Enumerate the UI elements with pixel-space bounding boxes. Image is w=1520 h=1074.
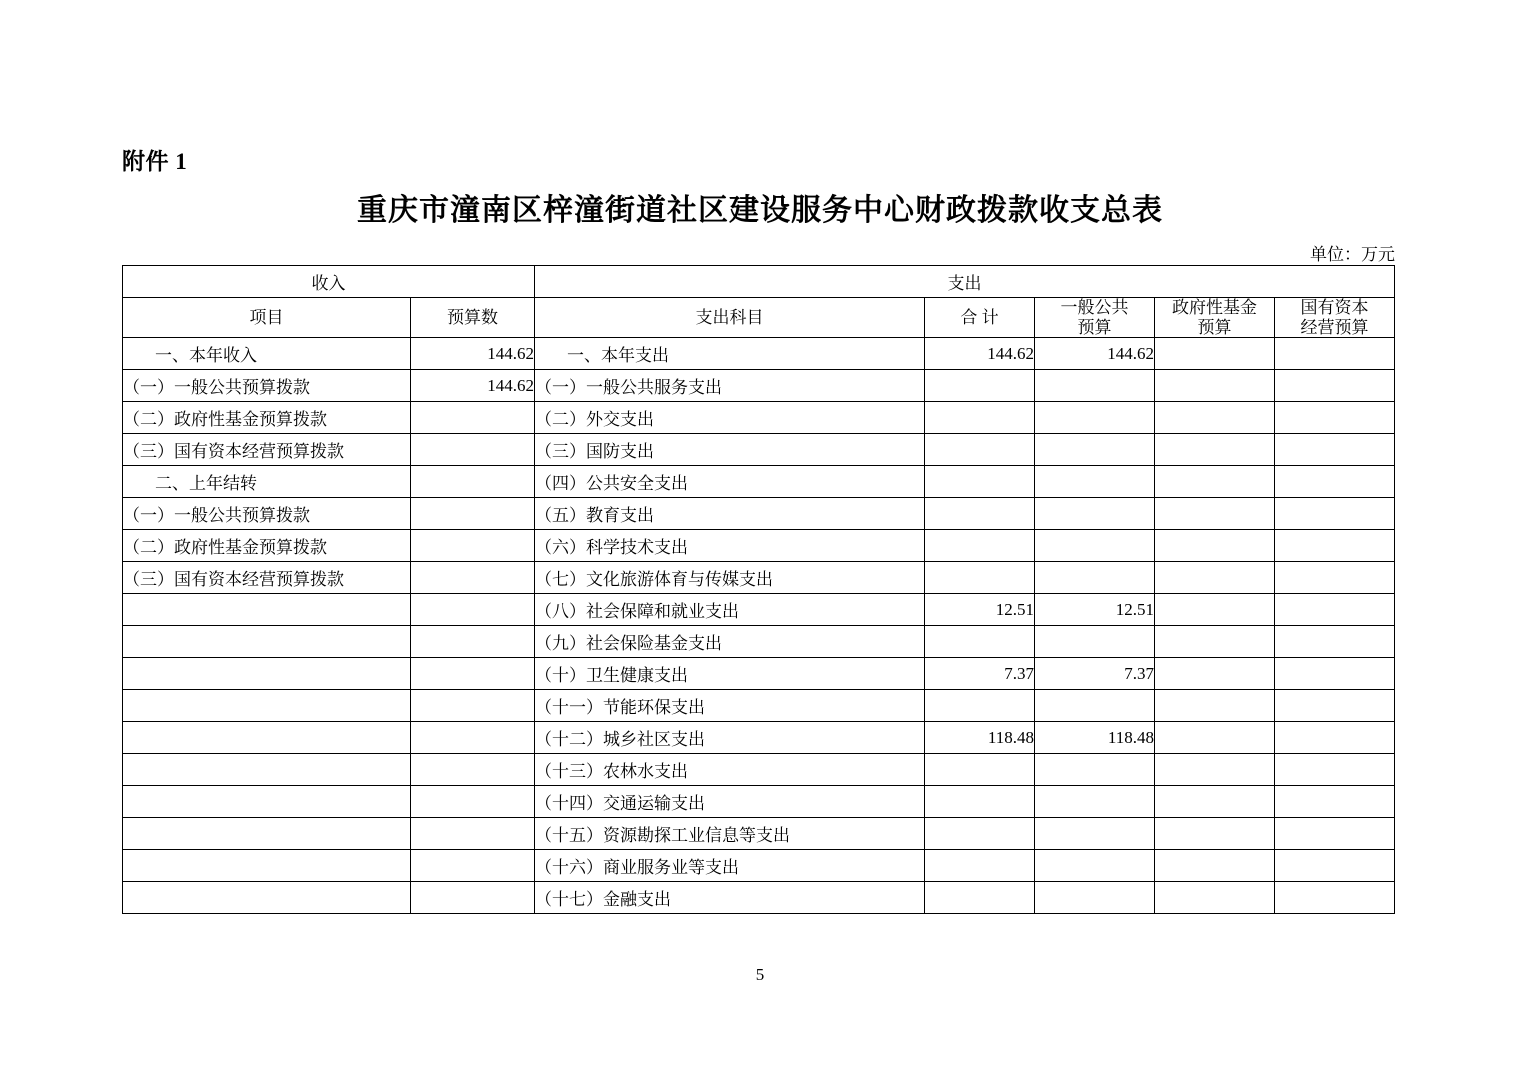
cell-general-public-budget xyxy=(1035,498,1155,530)
cell-general-public-budget xyxy=(1035,434,1155,466)
cell-general-public-budget: 12.51 xyxy=(1035,594,1155,626)
cell-total: 144.62 xyxy=(925,338,1035,370)
cell-state-capital-budget xyxy=(1275,754,1395,786)
cell-general-public-budget xyxy=(1035,882,1155,914)
table-row xyxy=(123,690,1395,722)
cell-government-fund-budget xyxy=(1155,530,1275,562)
column-header-state-capital-budget-line2: 经营预算 xyxy=(1300,317,1369,337)
cell-income-item: （三）国有资本经营预算拨款 xyxy=(123,434,411,466)
group-header-income: 收入 xyxy=(123,266,535,298)
cell-state-capital-budget xyxy=(1275,722,1395,754)
table-row xyxy=(123,626,1395,658)
cell-income-value xyxy=(411,690,535,722)
cell-income-value xyxy=(411,850,535,882)
cell-state-capital-budget xyxy=(1275,530,1395,562)
cell-total xyxy=(925,498,1035,530)
table-column-header-row xyxy=(123,298,1395,338)
cell-expense-subject: （十五）资源勘探工业信息等支出 xyxy=(535,818,925,850)
cell-expense-subject: （三）国防支出 xyxy=(535,434,925,466)
cell-total xyxy=(925,786,1035,818)
cell-income-value xyxy=(411,818,535,850)
cell-total: 7.37 xyxy=(925,658,1035,690)
group-header-expenditure: 支出 xyxy=(535,266,1395,298)
cell-state-capital-budget xyxy=(1275,658,1395,690)
cell-income-value: 144.62 xyxy=(411,370,535,402)
cell-expense-subject: （十三）农林水支出 xyxy=(535,754,925,786)
cell-government-fund-budget xyxy=(1155,370,1275,402)
cell-income-value xyxy=(411,754,535,786)
cell-total xyxy=(925,690,1035,722)
cell-total xyxy=(925,402,1035,434)
cell-government-fund-budget xyxy=(1155,818,1275,850)
cell-general-public-budget: 144.62 xyxy=(1035,338,1155,370)
attachment-label: 附件 1 xyxy=(122,149,188,174)
cell-income-item: （二）政府性基金预算拨款 xyxy=(123,402,411,434)
cell-income-value: 144.62 xyxy=(411,338,535,370)
cell-expense-subject: （五）教育支出 xyxy=(535,498,925,530)
cell-general-public-budget xyxy=(1035,626,1155,658)
cell-general-public-budget: 7.37 xyxy=(1035,658,1155,690)
column-header-state-capital-budget xyxy=(1275,298,1395,338)
cell-expense-subject: （十一）节能环保支出 xyxy=(535,690,925,722)
cell-general-public-budget xyxy=(1035,690,1155,722)
table-row xyxy=(123,786,1395,818)
cell-state-capital-budget xyxy=(1275,850,1395,882)
cell-government-fund-budget xyxy=(1155,594,1275,626)
cell-state-capital-budget xyxy=(1275,690,1395,722)
cell-government-fund-budget xyxy=(1155,562,1275,594)
cell-income-item xyxy=(123,754,411,786)
cell-expense-subject: （十七）金融支出 xyxy=(535,882,925,914)
table-row xyxy=(123,882,1395,914)
cell-income-value xyxy=(411,786,535,818)
cell-income-value xyxy=(411,658,535,690)
cell-state-capital-budget xyxy=(1275,434,1395,466)
cell-expense-subject: （十二）城乡社区支出 xyxy=(535,722,925,754)
cell-total xyxy=(925,530,1035,562)
cell-state-capital-budget xyxy=(1275,402,1395,434)
cell-general-public-budget xyxy=(1035,370,1155,402)
table-header xyxy=(123,266,1395,338)
cell-state-capital-budget xyxy=(1275,882,1395,914)
cell-government-fund-budget xyxy=(1155,658,1275,690)
cell-total xyxy=(925,626,1035,658)
cell-state-capital-budget xyxy=(1275,370,1395,402)
table-row xyxy=(123,594,1395,626)
table-row xyxy=(123,402,1395,434)
cell-income-item xyxy=(123,786,411,818)
cell-general-public-budget xyxy=(1035,402,1155,434)
cell-state-capital-budget xyxy=(1275,498,1395,530)
cell-income-value xyxy=(411,562,535,594)
cell-government-fund-budget xyxy=(1155,786,1275,818)
cell-general-public-budget xyxy=(1035,562,1155,594)
column-header-budget-amount: 预算数 xyxy=(411,298,535,338)
cell-government-fund-budget xyxy=(1155,722,1275,754)
cell-income-item: （二）政府性基金预算拨款 xyxy=(123,530,411,562)
cell-income-item xyxy=(123,626,411,658)
cell-income-value xyxy=(411,402,535,434)
cell-government-fund-budget xyxy=(1155,466,1275,498)
cell-government-fund-budget xyxy=(1155,402,1275,434)
cell-government-fund-budget xyxy=(1155,498,1275,530)
cell-government-fund-budget xyxy=(1155,434,1275,466)
cell-income-item xyxy=(123,658,411,690)
cell-income-item: 一、本年收入 xyxy=(123,338,411,370)
cell-general-public-budget xyxy=(1035,466,1155,498)
cell-income-item xyxy=(123,594,411,626)
cell-income-item: （三）国有资本经营预算拨款 xyxy=(123,562,411,594)
cell-income-value xyxy=(411,722,535,754)
cell-expense-subject: （七）文化旅游体育与传媒支出 xyxy=(535,562,925,594)
cell-general-public-budget: 118.48 xyxy=(1035,722,1155,754)
cell-government-fund-budget xyxy=(1155,338,1275,370)
cell-expense-subject: （九）社会保险基金支出 xyxy=(535,626,925,658)
cell-government-fund-budget xyxy=(1155,882,1275,914)
table-row xyxy=(123,722,1395,754)
table-group-header-row xyxy=(123,266,1395,298)
budget-table xyxy=(122,265,1395,914)
cell-government-fund-budget xyxy=(1155,690,1275,722)
column-header-government-fund-budget-line2: 预算 xyxy=(1197,317,1232,337)
column-header-state-capital-budget-line1: 国有资本 xyxy=(1300,298,1369,317)
table-body xyxy=(123,338,1395,914)
cell-total xyxy=(925,754,1035,786)
cell-government-fund-budget xyxy=(1155,754,1275,786)
cell-expense-subject: （六）科学技术支出 xyxy=(535,530,925,562)
unit-label: 单位：万元 xyxy=(1310,245,1395,264)
cell-income-item xyxy=(123,818,411,850)
table-row xyxy=(123,530,1395,562)
table-row xyxy=(123,498,1395,530)
table-row xyxy=(123,818,1395,850)
table-row xyxy=(123,370,1395,402)
cell-total xyxy=(925,370,1035,402)
cell-income-value xyxy=(411,882,535,914)
cell-total xyxy=(925,562,1035,594)
table-row xyxy=(123,466,1395,498)
cell-total xyxy=(925,850,1035,882)
cell-income-item: （一）一般公共预算拨款 xyxy=(123,370,411,402)
cell-total xyxy=(925,882,1035,914)
cell-expense-subject: （十六）商业服务业等支出 xyxy=(535,850,925,882)
table-row xyxy=(123,850,1395,882)
column-header-government-fund-budget xyxy=(1155,298,1275,338)
column-header-general-public-budget-line2: 预算 xyxy=(1077,317,1112,337)
cell-state-capital-budget xyxy=(1275,626,1395,658)
table-row xyxy=(123,562,1395,594)
cell-total xyxy=(925,434,1035,466)
cell-expense-subject: （十四）交通运输支出 xyxy=(535,786,925,818)
cell-total xyxy=(925,466,1035,498)
column-header-item: 项目 xyxy=(123,298,411,338)
cell-income-value xyxy=(411,466,535,498)
cell-income-item: 二、上年结转 xyxy=(123,466,411,498)
cell-income-value xyxy=(411,530,535,562)
cell-income-item xyxy=(123,850,411,882)
cell-general-public-budget xyxy=(1035,530,1155,562)
cell-state-capital-budget xyxy=(1275,594,1395,626)
table-row xyxy=(123,754,1395,786)
cell-income-value xyxy=(411,434,535,466)
page-title: 重庆市潼南区梓潼街道社区建设服务中心财政拨款收支总表 xyxy=(357,194,1163,227)
table-row xyxy=(123,434,1395,466)
cell-expense-subject: （一）一般公共服务支出 xyxy=(535,370,925,402)
column-header-government-fund-budget-line1: 政府性基金 xyxy=(1172,298,1257,317)
cell-income-value xyxy=(411,594,535,626)
cell-expense-subject: （八）社会保障和就业支出 xyxy=(535,594,925,626)
cell-state-capital-budget xyxy=(1275,818,1395,850)
page-number: 5 xyxy=(755,965,765,984)
cell-government-fund-budget xyxy=(1155,850,1275,882)
cell-state-capital-budget xyxy=(1275,338,1395,370)
cell-expense-subject: 一、本年支出 xyxy=(535,338,925,370)
cell-general-public-budget xyxy=(1035,850,1155,882)
cell-income-item xyxy=(123,722,411,754)
cell-total xyxy=(925,818,1035,850)
cell-general-public-budget xyxy=(1035,754,1155,786)
cell-government-fund-budget xyxy=(1155,626,1275,658)
cell-general-public-budget xyxy=(1035,786,1155,818)
cell-state-capital-budget xyxy=(1275,562,1395,594)
cell-expense-subject: （二）外交支出 xyxy=(535,402,925,434)
cell-income-item: （一）一般公共预算拨款 xyxy=(123,498,411,530)
cell-income-item xyxy=(123,690,411,722)
cell-income-value xyxy=(411,626,535,658)
column-header-general-public-budget xyxy=(1035,298,1155,338)
cell-total: 12.51 xyxy=(925,594,1035,626)
cell-expense-subject: （十）卫生健康支出 xyxy=(535,658,925,690)
column-header-total: 合 计 xyxy=(925,298,1035,338)
cell-expense-subject: （四）公共安全支出 xyxy=(535,466,925,498)
cell-total: 118.48 xyxy=(925,722,1035,754)
table-row xyxy=(123,658,1395,690)
cell-general-public-budget xyxy=(1035,818,1155,850)
cell-state-capital-budget xyxy=(1275,786,1395,818)
column-header-expense-subject: 支出科目 xyxy=(535,298,925,338)
column-header-general-public-budget-line1: 一般公共 xyxy=(1060,298,1129,317)
cell-income-value xyxy=(411,498,535,530)
table-row xyxy=(123,338,1395,370)
cell-state-capital-budget xyxy=(1275,466,1395,498)
cell-income-item xyxy=(123,882,411,914)
